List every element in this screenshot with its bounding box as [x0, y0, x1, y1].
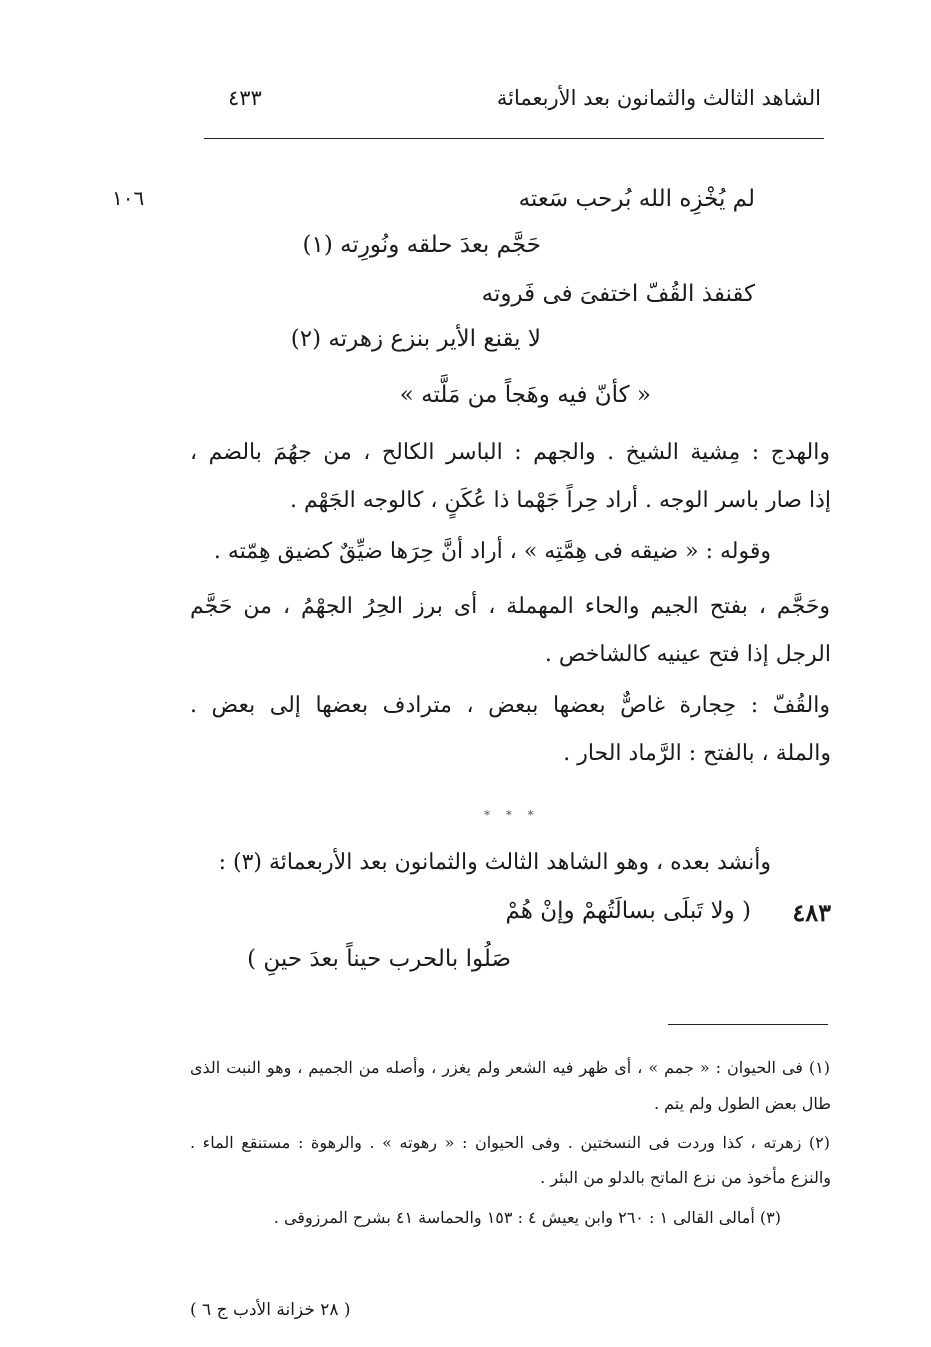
section-separator: * * * [484, 808, 540, 822]
footnote-line: (٢) زهرته ، كذا وردت فى النسختين . وفى الحيوان : « رهوته » . والرهوة : مستنقع الماء . [190, 1133, 830, 1152]
example-verse-line: ( ولا تَبلَى بسالَتُهمْ وإنْ هُمْ [505, 898, 751, 924]
running-header-title: الشاهد الثالث والثمانون بعد الأربعمائة [496, 86, 821, 110]
footnote-rule [668, 1024, 828, 1025]
verse-line: لم يُخْزِه الله بُرحب سَعته [518, 186, 755, 212]
example-number: ٤٨٣ [792, 898, 831, 927]
margin-line-number: ١٠٦ [112, 186, 145, 210]
commentary-line: إذا صار باسر الوجه . أراد حِراً جَهْما ذا عُكَنٍ ، كالوجه الجَهْم . [289, 488, 831, 513]
header-rule [204, 138, 824, 139]
commentary-line: الرجل إذا فتح عينيه كالشاخص . [544, 642, 831, 667]
intro-line: وأنشد بعده ، وهو الشاهد الثالث والثمانون بعد الأربعمائة (٣) : [218, 850, 771, 875]
example-verse-line: صَلُوا بالحرب حيناً بعدَ حينِ ) [247, 946, 511, 972]
footnote-line: طال بعض الطول ولم يتم . [653, 1094, 831, 1113]
commentary-line: والملة ، بالفتح : الرَّماد الحار . [563, 741, 831, 766]
verse-line: « كأنّ فيه وهَجاً من مَلَّته » [399, 382, 651, 408]
commentary-line: وقوله : « ضيقه فى هِمَّتِه » ، أراد أنَّ حِرَها ضيِّقٌ كضيق هِمّته . [213, 539, 771, 564]
footnote-line: (٣) أمالى القالى ١ : ٢٦٠ وابن يعيش ٤ : ١٥٣ والحماسة ٤١ بشرح المرزوقى . [273, 1208, 781, 1227]
verse-line: حَجَّم بعدَ حلقه ونُورِته (١) [302, 232, 541, 258]
verse-line: لا يقنع الأير بنزع زهرته (٢) [290, 326, 541, 352]
footnote-line: (١) فى الحيوان : « جمم » ، أى ظهر فيه الشعر ولم يغزر ، وأصله من الجميم ، وهو النبت الذى [190, 1058, 830, 1077]
volume-signature: ( ٢٨ خزانة الأدب ج ٦ ) [190, 1300, 351, 1320]
page-number: ٤٣٣ [228, 86, 262, 110]
footnote-line: والنزع مأخوذ من نزع الماتح بالدلو من البئر . [540, 1168, 831, 1187]
commentary-line: وحَجَّم ، بفتح الجيم والحاء المهملة ، أى برز الحِرُ الجهْمُ ، من حَجَّم [190, 594, 830, 619]
verse-line: كقنفذ القُفّ اختفىَ فى فَروته [481, 281, 755, 307]
commentary-line: والقُفّ : حِجارة غاصٌّ بعضها ببعض ، مترادف بعضها إلى بعض . [190, 693, 830, 718]
commentary-line: والهدج : مِشية الشيخ . والجهم : الباسر الكالح ، من جهُمَ بالضم ، [190, 440, 830, 465]
